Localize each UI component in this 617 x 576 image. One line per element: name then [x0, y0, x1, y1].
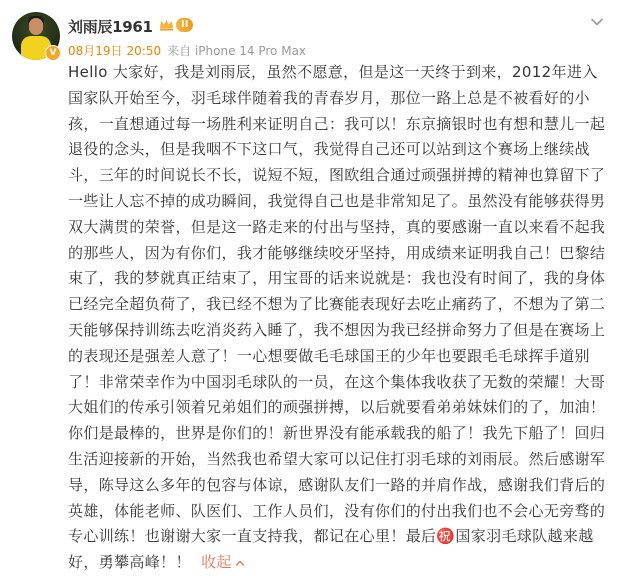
user-name[interactable]: 刘雨辰1961	[68, 18, 153, 36]
collapse-button[interactable]	[191, 553, 245, 571]
level-label: II	[176, 18, 193, 32]
post-meta	[68, 42, 306, 59]
post-body-text: Hello 大家好，我是刘雨辰，虽然不愿意，但是这一天终于到来，2012年进入国家队开始至今，羽毛球伴随着我的青春岁月，那位一路上总是不被看好的小孩，一直想通过每一场胜利来证明自己：我可以！东京摘银时也有想和慧儿一起退役的念头，但是我咽不下这口气，我觉得自己还可以站到这个赛场上继续战斗，三年的时间说长不长，说短不短，图欧组合通过顽强拼搏的精神也算留下了一些让人忘不掉的成功瞬间，我觉得自己也是非常知足了。虽然没有能够获得男双大满贯的荣誉，但是这一路走来的付出与坚持，真的要感谢一直以来看不起我的那些人，因为有你们，我才能够继续咬牙坚持，用成绩来证明我自己！巴黎结束了，我的梦就真正结束了，用宝哥的话来说就是：我也没有时间了，我的身体已经完全超负荷了，我已经不想为了比赛能表现好去吃止痛药了，不想为了第二天能够保持训练去吃消炎药入睡了，我不想因为我已经拼命努力了但是在赛场上的表现还是强差人意了！一心想要做毛毛球国王的少年也要跟毛毛球挥手道别了！非常荣幸作为中国羽毛球队的一员，在这个集体我收获了无数的荣耀！大哥大姐们的传承引领着兄弟姐们的顽强拼搏，以后就要看弟弟妹妹们的了，加油！你们是最棒的，世界是你们的！新世界没有能承载我的船了！我先下船了！回归生活迎接新的开始，当然我也希望大家可以记住打羽毛球的刘雨辰。然后感谢军导，陈导这么多年的包容与体谅，感谢队友们一路的并肩作战，感谢我们背后的英雄，体能老师、队医们、工作人员们，没有你们的付出我们也不会心无旁骛的专心训练！也谢谢大家一直支持我，都记在心里！最后㊗️国家羽毛球队越来越好，勇攀高峰！！	[68, 63, 606, 572]
chevron-up-icon	[235, 558, 245, 568]
post-header	[12, 12, 605, 64]
avatar[interactable]	[12, 12, 60, 60]
verified-icon: V	[45, 45, 61, 61]
chevron-down-icon[interactable]	[589, 14, 605, 30]
level-badge[interactable]	[158, 16, 193, 33]
post-content	[68, 60, 608, 576]
crown-icon	[158, 16, 175, 33]
post-date[interactable]: 08月19日	[68, 44, 123, 58]
post-time[interactable]: 20:50	[126, 44, 162, 58]
collapse-label: 收起	[201, 553, 232, 572]
post-source: 来自 iPhone 14 Pro Max	[167, 44, 307, 58]
